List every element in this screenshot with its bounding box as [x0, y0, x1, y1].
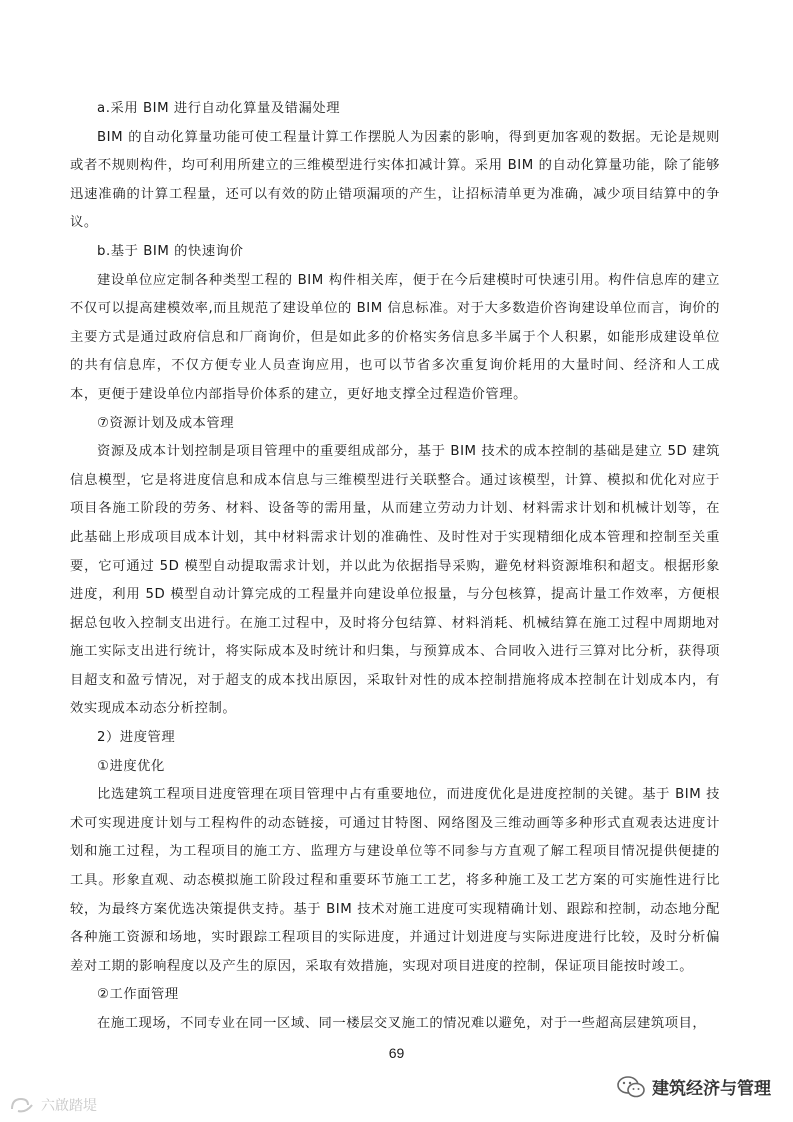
heading-resource-cost: ⑦资源计划及成本管理: [97, 415, 235, 431]
wechat-account-name: 建筑经济与管理: [652, 1079, 771, 1099]
page-number: 69: [388, 1045, 405, 1061]
heading-a: a.采用 BIM 进行自动化算量及错漏处理: [97, 101, 341, 116]
heading-schedule-management: 2）进度管理: [97, 730, 176, 746]
paragraph-b: 建设单位应定制各种类型工程的 BIM 构件相关库，便于在今后建模时可快速引用。构件信息库的建立不仅可以提高建模效率,而且规范了建设单位的 BIM 信息标准。对于大多数造价咨询建设单位而言，询价的主要方式是通过政府信息和厂商询价，但是如此多的价格实务信息多半属于个人积累，如能形成建设单位的共有信息库，不仅方便专业人员查询应用，也可以节省多次重复询价耗用的大量时间、经济和人工成本，更便于建设单位内部指导价体系的建立，更好地支撑全过程造价管理。: [70, 272, 720, 402]
watermark-text: 六啟踏堤: [41, 1098, 97, 1114]
heading-b: b.基于 BIM 的快速询价: [97, 243, 244, 259]
watermark-logo-icon: [8, 1095, 38, 1115]
corner-watermark: [8, 1095, 97, 1115]
paragraph-resource-cost: 资源及成本计划控制是项目管理中的重要组成部分，基于 BIM 技术的成本控制的基础是建立 5D 建筑信息模型，它是将进度信息和成本信息与三维模型进行关联整合。通过该模型，计算、模拟和优化对应于项目各施工阶段的劳务、材料、设备等的需用量，从而建立劳动力计划、材料需求计划和机械计划等，在此基础上形成项目成本计划，其中材料需求计划的准确性、及时性对于实现精细化成本管理和控制至关重要，它可通过 5D 模型自动提取需求计划，并以此为依据指导采购，避免材料资源堆积和超支。根据形象进度，利用 5D 模型自动计算完成的工程量并向建设单位报量，与分包核算，提高计量工作效率，方便根据总包收入控制支出进行。在施工过程中，及时将分包结算、材料消耗、机械结算在施工过程中周期地对施工实际支出进行统计，将实际成本及时统计和归集，与预算成本、合同收入进行三算对比分析，获得项目超支和盈亏情况，对于超支的成本找出原因，采取针对性的成本控制措施将成本控制在计划成本内，有效实现成本动态分析控制。: [70, 444, 720, 717]
paragraph-workface-management: 在施工现场，不同专业在同一区域、同一楼层交叉施工的情况难以避免，对于一些超高层建筑项目，: [97, 1016, 707, 1031]
paragraph-schedule-optimization: 比选建筑工程项目进度管理在项目管理中占有重要地位，而进度优化是进度控制的关键。基于 BIM 技术可实现进度计划与工程构件的动态链接，可通过甘特图、网络图及三维动画等多种形式直观表达进度计划和施工过程，为工程项目的施工方、监理方与建设单位等不同参与方直观了解工程项目情况提供便捷的工具。形象直观、动态模拟施工阶段过程和重要环节施工工艺，将多种施工及工艺方案的可实施性进行比较，为最终方案优选决策提供支持。基于 BIM 技术对施工进度可实现精确计划、跟踪和控制，动态地分配各种施工资源和场地，实时跟踪工程项目的实际进度，并通过计划进度与实际进度进行比较，及时分析偏差对工期的影响程度以及产生的原因，采取有效措施，实现对项目进度的控制，保证项目能按时竣工。: [70, 787, 720, 974]
heading-schedule-optimization: ①进度优化: [97, 758, 165, 774]
wechat-chat-icon: [616, 1076, 646, 1098]
wechat-watermark: [616, 1074, 771, 1099]
document-body: [70, 95, 720, 1039]
paragraph-a: BIM 的自动化算量功能可使工程量计算工作摆脱人为因素的影响，得到更加客观的数据。无论是规则或者不规则构件，均可利用所建立的三维模型进行实体扣减计算。采用 BIM 的自动化算量功能，除了能够迅速准确的计算工程量，还可以有效的防止错项漏项的产生，让招标清单更为准确，减少项目结算中的争议。: [70, 129, 720, 231]
heading-workface-management: ②工作面管理: [97, 987, 179, 1003]
